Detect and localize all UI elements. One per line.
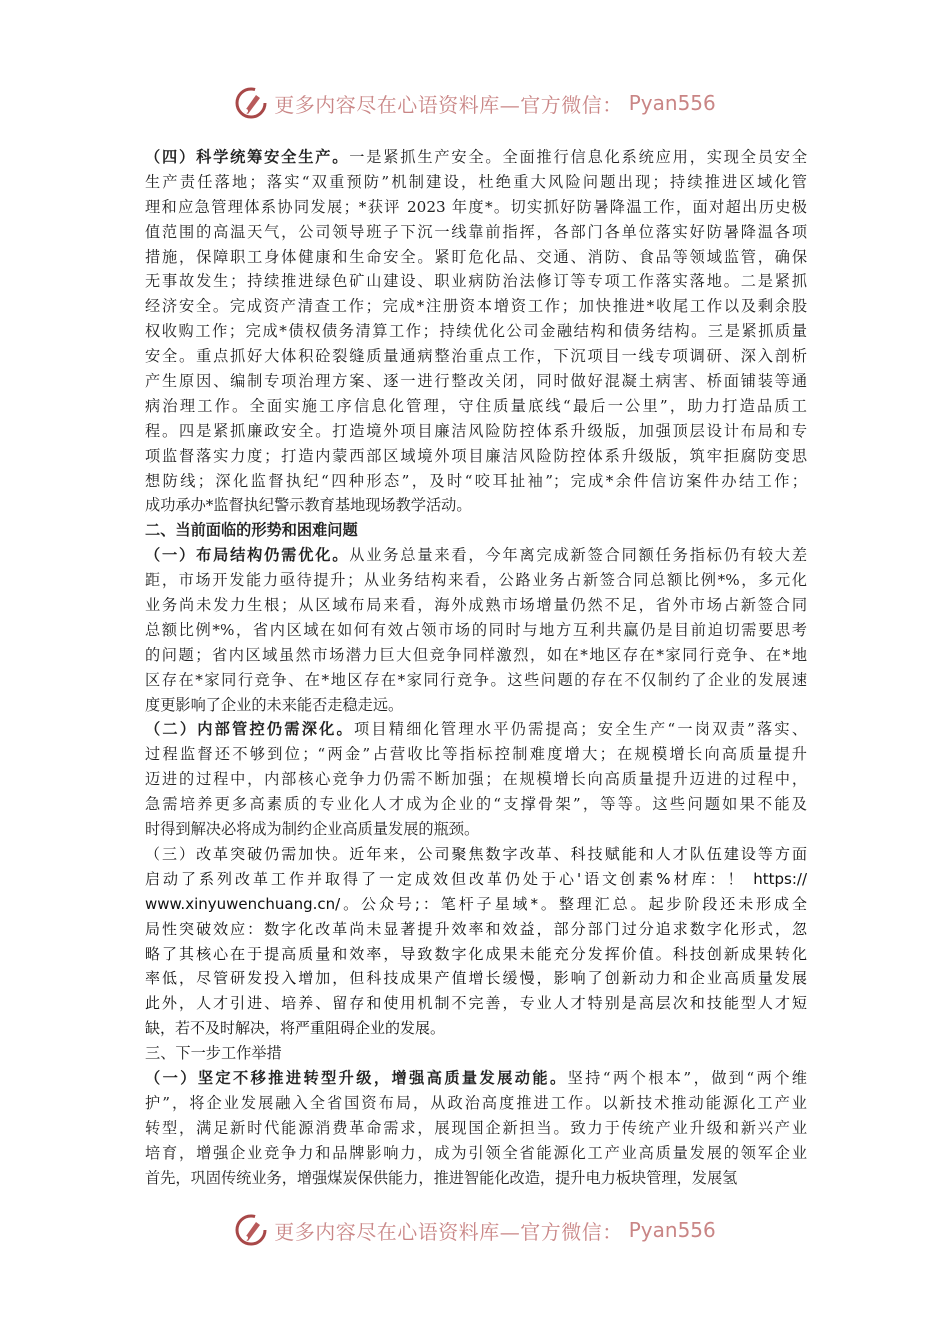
line-text: 的问题；省内区域虽然市场潜力巨大但竞争同样激烈，如在*地区存在*家同行竞争、在*地 xyxy=(145,645,807,664)
pen-nib-logo-icon xyxy=(234,86,268,120)
text-line xyxy=(145,643,807,668)
watermark-wechat-id: Pyan556 xyxy=(628,91,716,115)
line-text: 措施，保障职工身体健康和生命安全。紧盯危化品、交通、消防、食品等领域监管，确保 xyxy=(145,247,807,266)
line-text: 项目精细化管理水平仍需提高；安全生产“一岗双责”落实、 xyxy=(353,720,808,739)
line-text: 想防线；深化监督执纪“四种形态”，及时“咬耳扯袖”；完成*余件信访案件办结工作； xyxy=(145,471,807,490)
text-line xyxy=(145,593,807,618)
text-line xyxy=(145,245,807,270)
text-line xyxy=(145,817,807,842)
text-line xyxy=(145,518,807,543)
line-text: 培育，增强企业竞争力和品牌影响力，成为引领全省能源化工产业高质量发展的领军企业 xyxy=(145,1143,807,1162)
line-text: 三、下一步工作举措 xyxy=(145,1044,282,1063)
text-line xyxy=(145,867,807,892)
text-line xyxy=(145,917,807,942)
text-line xyxy=(145,145,807,170)
text-line xyxy=(145,419,807,444)
line-text: 病治理工作。全面实施工序信息化管理，守住质量底线“最后一公里”，助力打造品质工 xyxy=(145,396,807,415)
line-text: 此外，人才引进、培养、留存和使用机制不完善，专业人才特别是高层次和技能型人才短 xyxy=(145,994,807,1013)
line-text: 程。四是紧抓廉政安全。打造境外项目廉洁风险防控体系升级版，加强顶层设计布局和专 xyxy=(145,421,807,440)
line-text: 区存在*家同行竞争、在*地区存在*家同行竞争。这些问题的存在不仅制约了企业的发展速 xyxy=(145,670,807,689)
text-line xyxy=(145,568,807,593)
paragraph-lead: （一）坚定不移推进转型升级，增强高质量发展动能。 xyxy=(145,1068,568,1087)
line-text: 度更影响了企业的未来能否走稳走远。 xyxy=(145,695,404,714)
text-line xyxy=(145,1041,807,1066)
line-text: 经济安全。完成资产清查工作；完成*注册资本增资工作；加快推进*收尾工作以及剩余股 xyxy=(145,297,807,316)
text-line xyxy=(145,892,807,917)
paragraph xyxy=(145,1066,807,1190)
text-line xyxy=(145,294,807,319)
watermark-text: 更多内容尽在心语资料库—官方微信： xyxy=(274,92,623,117)
text-line xyxy=(145,717,807,742)
text-line xyxy=(145,444,807,469)
watermark-wechat-id: Pyan556 xyxy=(628,1218,716,1242)
text-line xyxy=(145,991,807,1016)
text-line xyxy=(145,1166,807,1191)
text-line xyxy=(145,1016,807,1041)
line-text: 时得到解决必将成为制约企业高质量发展的瓶颈。 xyxy=(145,820,480,839)
line-text: 坚持“两个根本”，做到“两个维 xyxy=(567,1068,807,1087)
text-line xyxy=(145,170,807,195)
line-text: 产生原因、编制专项治理方案、逐一进行整改关闭，同时做好混凝土病害、桥面铺装等通 xyxy=(145,372,807,391)
text-line xyxy=(145,792,807,817)
text-line xyxy=(145,543,807,568)
paragraph xyxy=(145,842,807,1041)
text-line xyxy=(145,369,807,394)
text-line xyxy=(145,693,807,718)
paragraph xyxy=(145,543,807,717)
line-text: 安全。重点抓好大体积砼裂缝质量通病整治重点工作，下沉项目一线专项调研、深入剖析 xyxy=(145,347,807,366)
line-text: 项监督落实力度；打造内蒙西部区域境外项目廉洁风险防控体系升级版，筑牢拒腐防变思 xyxy=(145,446,807,465)
text-line xyxy=(145,469,807,494)
text-line xyxy=(145,1116,807,1141)
line-text: 无事故发生；持续推进绿色矿山建设、职业病防治法修订等专项工作落实落地。二是紧抓 xyxy=(145,272,807,291)
text-line xyxy=(145,966,807,991)
line-text: 略了其核心在于提高质量和效率，导致数字化成果未能充分发挥价值。科技创新成果转化 xyxy=(145,944,807,963)
paragraph-lead: （二）内部管控仍需深化。 xyxy=(145,720,354,739)
text-line xyxy=(145,319,807,344)
line-text: 急需培养更多高素质的专业化人才成为企业的“支撑骨架”，等等。这些问题如果不能及 xyxy=(145,795,807,814)
line-text: 缺，若不及时解决，将严重阻碍企业的发展。 xyxy=(145,1019,446,1038)
line-text: 从业务总量来看，今年离完成新签合同额任务指标仍有较大差 xyxy=(349,546,808,565)
text-line xyxy=(145,942,807,967)
paragraph-lead: （四）科学统筹安全生产。 xyxy=(145,148,350,166)
text-line xyxy=(145,1091,807,1116)
section-heading xyxy=(145,1041,807,1066)
line-text: 局性突破效应：数字化改革尚未显著提升效率和效益，部分部门过分追求数字化形式，忽 xyxy=(145,919,807,938)
line-text: 过程监督还不够到位；“两金”占营收比等指标控制难度增大；在规模增长向高质量提升 xyxy=(145,745,807,764)
text-line xyxy=(145,742,807,767)
text-line xyxy=(145,493,807,518)
text-line xyxy=(145,1066,807,1091)
text-line xyxy=(145,344,807,369)
text-line xyxy=(145,842,807,867)
text-line xyxy=(145,767,807,792)
text-line xyxy=(145,668,807,693)
line-text: 迈进的过程中，内部核心竞争力仍需不断加强；在规模增长向高质量提升迈进的过程中， xyxy=(145,770,807,789)
line-text: 生产责任落地；落实“双重预防”机制建设，杜绝重大风险问题出现；持续推进区域化管 xyxy=(145,172,807,191)
line-text: 权收购工作；完成*债权债务清算工作；持续优化公司金融结构和债务结构。三是紧抓质量 xyxy=(145,322,807,341)
line-text: 值范围的高温天气，公司领导班子下沉一线靠前指挥，各部门各单位落实好防暑降温各项 xyxy=(145,222,807,241)
line-text: 护”，将企业发展融入全省国资布局，从政治高度推进工作。以新技术推动能源化工产业 xyxy=(145,1093,807,1112)
line-text: 业务尚未发力生根；从区域布局来看，海外成熟市场增量仍然不足，省外市场占新签合同 xyxy=(145,596,807,615)
line-text: 转型，满足新时代能源消费革命需求，展现国企新担当。致力于传统产业升级和新兴产业 xyxy=(145,1118,807,1137)
line-text: （三）改革突破仍需加快。近年来，公司聚焦数字改革、科技赋能和人才队伍建设等方面 xyxy=(145,844,807,863)
line-text: 首先，巩固传统业务，增强煤炭保供能力，推进智能化改造，提升电力板块管理，发展氢 xyxy=(145,1168,738,1187)
line-text: 距，市场开发能力亟待提升；从业务结构来看，公路业务占新签合同总额比例*%，多元化 xyxy=(145,571,807,590)
line-text: 率低，尽管研发投入增加，但科技成果产值增长缓慢，影响了创新动力和企业高质量发展 xyxy=(145,969,807,988)
watermark-header xyxy=(0,83,950,123)
text-line xyxy=(145,269,807,294)
line-text: 启动了系列改革工作并取得了一定成效但改革仍处于心'语文创素%材库：！ https:// xyxy=(145,869,807,888)
text-line xyxy=(145,220,807,245)
text-line xyxy=(145,394,807,419)
line-text: 成功承办*监督执纪警示教育基地现场教学活动。 xyxy=(145,496,472,515)
text-line xyxy=(145,195,807,220)
line-text: 二、当前面临的形势和困难问题 xyxy=(145,521,358,540)
section-heading xyxy=(145,518,807,543)
line-text: 总额比例*%，省内区域在如何有效占领市场的同时与地方互利共赢仍是目前迫切需要思考 xyxy=(145,620,807,639)
line-text: 一是紧抓生产安全。全面推行信息化系统应用，实现全员安全 xyxy=(349,148,808,166)
document-body xyxy=(145,145,807,1190)
pen-nib-logo-icon xyxy=(234,1213,268,1247)
line-text: www.xinyuwenchuang.cn/。公众号;：笔杆子星域*。整理汇总。起步阶段还未形成全 xyxy=(145,894,807,913)
paragraph xyxy=(145,717,807,841)
paragraph-lead: （一）布局结构仍需优化。 xyxy=(145,546,350,565)
watermark-text: 更多内容尽在心语资料库—官方微信： xyxy=(274,1219,623,1244)
text-line xyxy=(145,1141,807,1166)
text-line xyxy=(145,618,807,643)
paragraph xyxy=(145,145,807,518)
watermark-footer xyxy=(0,1210,950,1250)
line-text: 理和应急管理体系协同发展；*获评 2023 年度*。切实抓好防暑降温工作，面对超出历史极 xyxy=(145,197,807,216)
